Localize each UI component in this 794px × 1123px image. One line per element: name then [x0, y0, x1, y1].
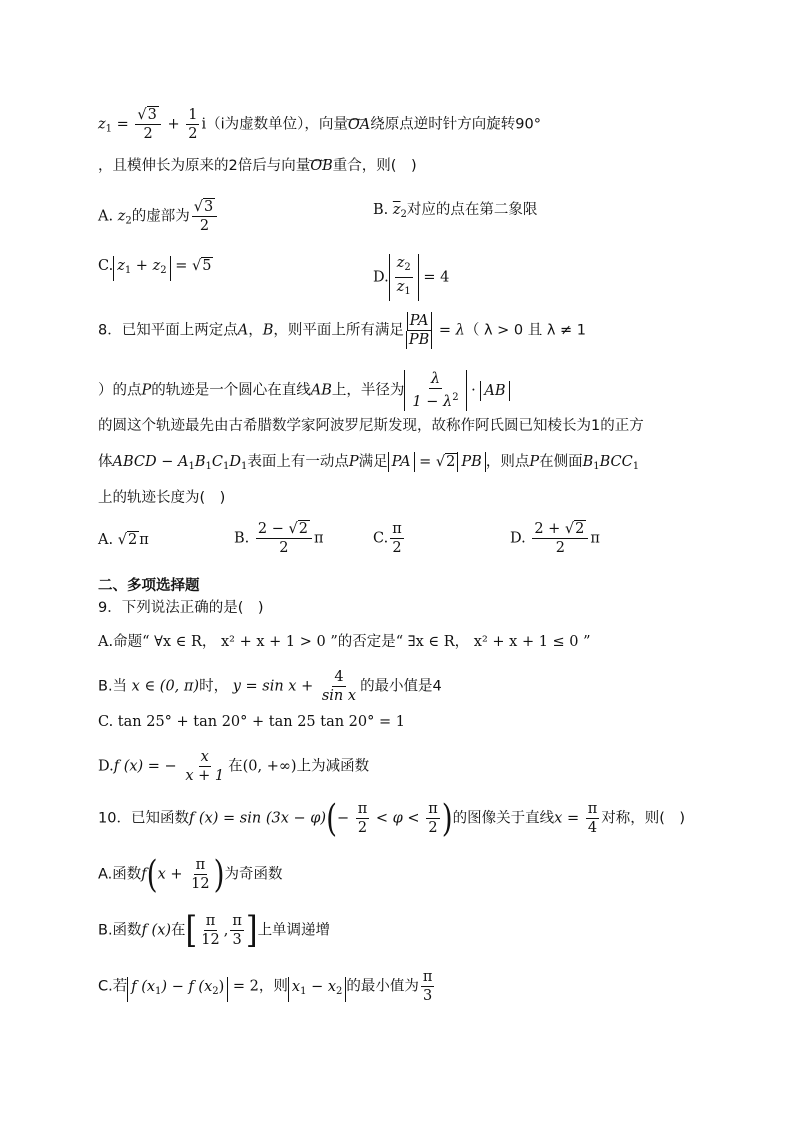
interval: (0, +∞)	[242, 758, 297, 775]
q10-option-A: A.函数f(x + $\frac{\pi}{12}$ )为奇函数	[98, 851, 283, 897]
t2: 的最小值为	[346, 978, 419, 995]
point-P: P	[529, 454, 540, 470]
num: 2 −	[257, 521, 289, 537]
sub: 2	[160, 265, 167, 276]
sub: 1	[241, 461, 248, 472]
prefix: 10．已知函数	[98, 810, 189, 827]
num: π	[195, 857, 206, 873]
eq: =	[112, 116, 134, 133]
sub: 1	[632, 461, 640, 472]
num: π	[357, 801, 368, 817]
t: 时，	[199, 678, 229, 695]
sub: 1	[155, 985, 162, 997]
q8-prefix: 8．已知平面上两定点	[98, 322, 238, 339]
b: B	[194, 454, 206, 470]
q9-option-C	[98, 712, 405, 732]
sqrt3-over-2: $\frac{√3}{2}$	[135, 106, 160, 143]
option-text: 的虚部为	[131, 208, 190, 225]
option-label: C.若	[98, 978, 128, 995]
q9-option-A	[98, 632, 591, 652]
den: 2	[428, 820, 438, 836]
sqrt: 2	[127, 532, 138, 548]
f-expr: f (x) = sin (3x − φ)	[188, 810, 327, 827]
option-label: A.	[98, 208, 114, 225]
y-expr: y = sin x +	[232, 678, 318, 695]
q8-line-4: 体ABCD − $A_1B_1C_1D_1$表面上有一动点P满足 PA = √2 PB ，则点P在侧面$B_1BCC_1$	[98, 454, 640, 472]
dot: ·	[466, 382, 481, 399]
pi: π	[139, 532, 149, 548]
q8-line-5	[98, 488, 225, 508]
frac	[230, 912, 244, 949]
q7-line2-text: ，且模伸长为原来的2倍后与向量	[98, 158, 311, 174]
option-label: A.	[98, 532, 114, 548]
num: 3	[203, 199, 214, 215]
q7-option-B	[373, 200, 537, 225]
option-label: D.	[510, 530, 526, 547]
t: 的图像关于直线	[452, 810, 555, 827]
PA-over-PB	[406, 312, 432, 349]
t3: 满足	[358, 454, 388, 470]
den: 3	[232, 932, 242, 948]
den: 12	[191, 876, 210, 892]
den: 2	[357, 820, 368, 836]
sub: 2	[212, 985, 219, 997]
option-label: C.	[98, 258, 114, 274]
eq: =	[170, 258, 192, 274]
tail: 对称，则( )	[601, 810, 686, 827]
num: π	[422, 969, 433, 985]
frac	[586, 800, 600, 837]
den: z	[396, 279, 405, 295]
text3: 上，半径为	[331, 382, 405, 399]
text: ）的点	[98, 382, 142, 399]
z-conj-symbol: $\overline{z}$	[392, 202, 401, 218]
tail: 的最小值是4	[360, 678, 442, 695]
mid: ) − f (x	[161, 978, 213, 995]
sub: 1	[188, 461, 195, 472]
q8-option-C	[373, 520, 406, 557]
z1-sub: 1	[105, 123, 113, 135]
q8-line-1	[98, 312, 586, 349]
num: π	[205, 913, 216, 929]
point-B: B	[262, 322, 274, 339]
option-label: B.当	[98, 678, 128, 695]
z2-over-z1	[395, 254, 413, 301]
one-half	[186, 106, 199, 143]
abs-PA: PA	[388, 452, 415, 472]
option-label: B.函数	[98, 922, 142, 939]
den: 12	[201, 932, 220, 948]
num: 2 +	[534, 521, 565, 537]
sqrt: 2	[298, 521, 308, 537]
lt: < φ <	[371, 810, 425, 827]
mid: −	[337, 810, 354, 827]
num: PA	[409, 313, 429, 329]
z1: z	[117, 258, 125, 274]
condition: （ λ > 0 且 λ ≠ 1	[464, 322, 587, 339]
sub: 2	[404, 262, 411, 273]
q7-option-A	[98, 198, 219, 235]
text: 的圆这个轨迹最先由古希腊数学家阿波罗尼斯发现，故称作阿氏圆已知棱长为1的正方	[98, 418, 644, 434]
t2: 表面上有一动点	[247, 454, 349, 470]
text: 上的轨迹长度为( )	[98, 490, 226, 506]
vector-OA: ‿‿‿ OA	[348, 115, 370, 135]
cube: ABCD − A	[112, 454, 189, 470]
point-A: A	[237, 322, 249, 339]
tail: 为奇函数	[224, 866, 283, 883]
end: )	[218, 978, 225, 995]
expr: f (x	[131, 978, 156, 995]
sub: 2	[125, 215, 132, 227]
den: 2	[279, 540, 289, 556]
z1-symbol: z	[98, 116, 106, 133]
t4: ，则点	[485, 454, 530, 470]
den: x + 1	[185, 768, 225, 784]
plus: +	[131, 258, 153, 274]
option-text: C. tan 25° + tan 20° + tan 25 tan 20° = 1	[98, 714, 405, 730]
abs-PB: PB	[457, 452, 485, 472]
option-text: 对应的点在第二象限	[406, 202, 538, 218]
den: sin x	[321, 688, 357, 704]
c: C	[211, 454, 223, 470]
option-label: B.	[373, 202, 389, 218]
t1: 体	[98, 454, 113, 470]
q7-line2-text2: 重合，则( )	[332, 158, 417, 174]
face: B	[582, 454, 594, 470]
tail: 上单调递增	[257, 922, 331, 939]
option-label: B.	[234, 530, 250, 547]
sub: 1	[205, 461, 212, 472]
f: f	[141, 866, 147, 883]
point-P: P	[141, 382, 152, 399]
domain: x ∈ (0, π)	[131, 678, 200, 695]
face2: BCC	[599, 454, 633, 470]
sub: 1	[222, 461, 230, 472]
den: 3	[423, 988, 433, 1004]
section-heading: 二、多项选择题	[98, 578, 200, 594]
num: π	[232, 913, 242, 929]
frac	[421, 968, 435, 1005]
t: ，则	[258, 978, 288, 995]
sub: 2	[336, 985, 343, 997]
t: 在	[171, 922, 186, 939]
den: 2	[555, 540, 565, 556]
eq: = 2	[228, 978, 259, 995]
frac	[199, 912, 221, 949]
den: 4	[587, 820, 598, 836]
q7-text2: 绕原点逆时针方向旋转90°	[370, 116, 541, 133]
f: f (x)	[141, 922, 172, 939]
den: 1 − λ	[412, 394, 453, 410]
q9-option-B	[98, 668, 442, 705]
inner: x +	[157, 866, 188, 883]
x-eq: x =	[554, 810, 584, 827]
eq: = λ	[434, 322, 465, 339]
frac	[390, 520, 404, 557]
q8-option-B	[234, 520, 323, 557]
sqrt3-over-2: $\frac{√3}{2}$	[192, 198, 217, 235]
frac	[320, 668, 358, 705]
q10-option-C	[98, 968, 436, 1005]
sqrt: 2	[575, 521, 585, 537]
den: PB	[408, 332, 430, 348]
tail: 上为减函数	[296, 758, 370, 775]
line-AB: AB	[310, 382, 332, 399]
option-text: A.命题“ ∀x ∈ R， x² + x + 1 > 0 ”的否定是“ ∃x ∈ R， x² + x + 1 ≤ 0 ”	[98, 634, 591, 650]
option-label: D.	[98, 758, 114, 775]
sub: 1	[404, 286, 411, 297]
option-label: C.	[373, 530, 389, 547]
num: π	[428, 801, 438, 817]
den: 2	[392, 540, 402, 556]
sub: 2	[400, 209, 407, 220]
radius-frac	[410, 370, 460, 411]
num: π	[587, 801, 598, 817]
plus: +	[162, 116, 185, 133]
x: x	[291, 978, 301, 995]
q8-option-D	[510, 520, 600, 557]
i-symbol: i	[201, 116, 207, 133]
sub: 1	[593, 461, 600, 472]
num: 1	[188, 107, 198, 123]
t5: 在侧面	[539, 454, 583, 470]
sup: 2	[452, 392, 459, 403]
q7-text: （i为虚数单位），向量	[206, 116, 348, 133]
pi: π	[590, 530, 600, 547]
q10-stem: 10．已知函数f (x) = sin (3x − φ)(− $\frac{\pi}{2}$ < φ < $\frac{\pi}{2}$ )的图像关于直线x = $\frac{\pi}{4}$ 对称，则( )	[98, 795, 686, 841]
z-symbol: z	[117, 208, 126, 225]
frac	[183, 748, 226, 785]
q8-line-2	[98, 370, 510, 411]
eq: =	[414, 454, 436, 470]
num: 4	[334, 669, 344, 685]
q8-text: ，则平面上所有满足	[273, 322, 404, 339]
sqrt2: 2	[446, 454, 456, 470]
q7-line-1	[98, 106, 541, 143]
frac	[356, 800, 370, 837]
sqrt3: 3	[147, 107, 157, 123]
frac	[189, 856, 211, 893]
abs-AB: AB	[480, 381, 509, 401]
den: 2	[199, 218, 210, 234]
d: D	[229, 454, 241, 470]
frac: $\frac{2 + √2}{2}$	[532, 520, 588, 557]
q9-stem	[98, 598, 264, 618]
q10-option-B: B.函数f (x)在[ $\frac{\pi}{12}$ , $\frac{\pi}{3}$ ]上单调递增	[98, 908, 331, 951]
q7-option-D	[373, 254, 449, 301]
z2: z	[152, 258, 161, 274]
f-expr: f (x) = −	[113, 758, 182, 775]
q9-option-D	[98, 748, 369, 785]
vector-OB: ‿‿‿ OB	[310, 156, 333, 176]
stem: 9．下列说法正确的是( )	[98, 600, 264, 616]
num: x	[200, 749, 209, 765]
q8-option-A: A. √2 π	[98, 532, 149, 548]
eq: = 4	[418, 269, 450, 286]
text2: 的轨迹是一个圆心在直线	[151, 382, 311, 399]
num: π	[392, 521, 402, 537]
q8-line-3	[98, 416, 644, 436]
sub: 1	[124, 265, 132, 276]
sub: 1	[300, 985, 307, 997]
sqrt5: 5	[202, 258, 212, 274]
num: λ	[430, 371, 441, 387]
den: 2	[188, 126, 198, 142]
minus-x: − x	[306, 978, 337, 995]
t: 在	[228, 758, 243, 775]
frac: $\frac{2 - √2}{2}$	[256, 520, 312, 557]
pi: π	[313, 530, 324, 547]
frac	[426, 800, 440, 837]
option-label: A.函数	[98, 866, 142, 883]
comma: ，	[248, 322, 263, 339]
q7-line-2	[98, 156, 417, 176]
q7-option-C: C. $z_1 + z_2 = √5$	[98, 256, 213, 281]
num: z	[396, 255, 405, 271]
point-P: P	[348, 454, 359, 470]
den: 2	[143, 126, 153, 142]
option-label: D.	[373, 269, 389, 286]
